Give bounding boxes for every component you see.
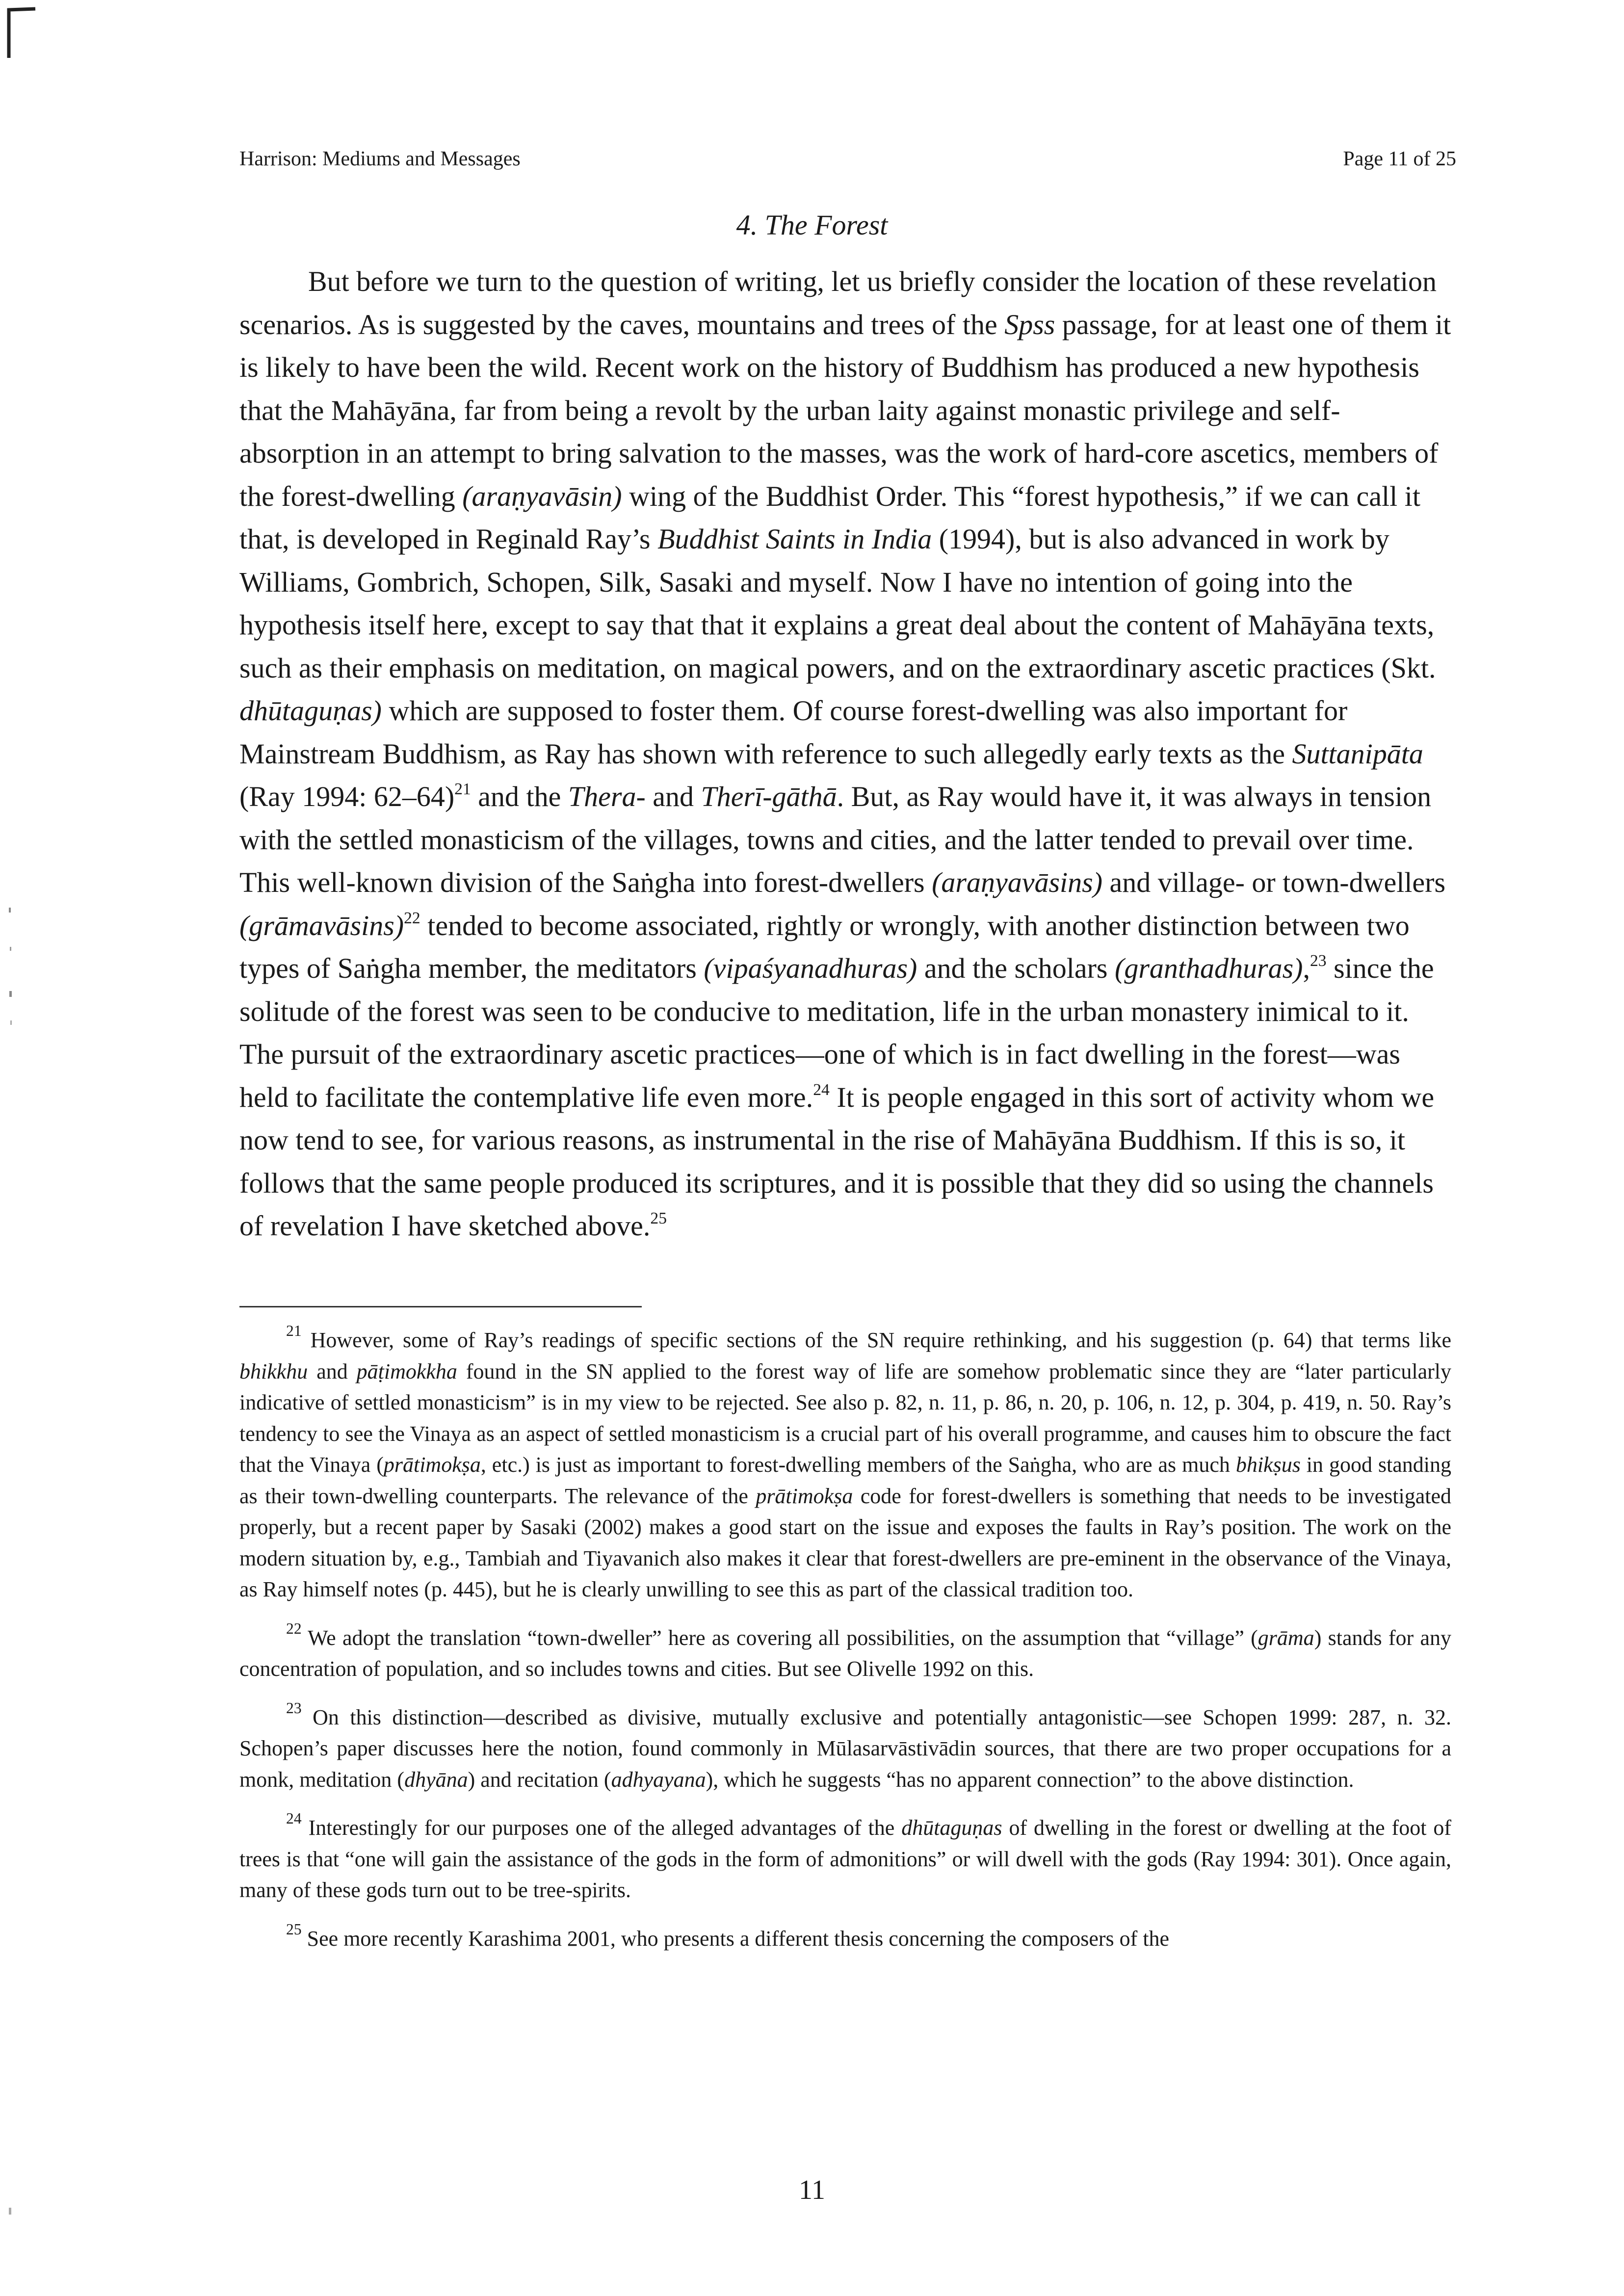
text-run: Interestingly for our purposes one of the alleged advantages of the (301, 1816, 902, 1840)
italic-text: Buddhist Saints in India (657, 523, 932, 555)
footnote-ref: 24 (286, 1810, 302, 1827)
footnote-ref: 21 (286, 1322, 302, 1340)
text-run: But before we turn to the question of writing, let us briefly consider the location of these revelation scenarios. As is suggested by the caves, mountains and trees of the (239, 265, 1437, 340)
text-run: passage, for at least one of them it is likely to have been the wild. Recent work on the history of Buddhism has produced a new hypothesis that the Mahāyāna, far from being a revolt by the urban laity against monastic privilege and self-absorption in an attempt to bring salvation to the masses, was the work of hard-core ascetics, members of the forest-dwelling (239, 308, 1451, 512)
text-run: (1994), but is also advanced in work by Williams, Gombrich, Schopen, Silk, Sasaki and myself. Now I have no intention of going into the hypothesis itself here, except to say that that it explains a great deal about the content of Mahāyāna texts, such as their emphasis on meditation, on magical powers, and on the extraordinary ascetic practices (Skt. (239, 523, 1436, 684)
text-run: and (308, 1359, 357, 1383)
footnote-25 (239, 1920, 1451, 1955)
italic-text: (araṇyavāsins) (932, 866, 1103, 898)
text-run: ) and recitation ( (468, 1767, 611, 1792)
body-text (239, 260, 1451, 1248)
text-run: We adopt the translation “town-dweller” here as covering all possibilities, on the assumption that “village” ( (301, 1625, 1258, 1650)
footnote-23 (239, 1699, 1451, 1796)
text-run: , (1303, 952, 1310, 984)
text-run: . But, as Ray would have it, it was always in tension with the settled monasticism of the villages, towns and cities, and the latter tended to prevail over time. This well-known division of the Saṅgha into forest-dwellers (239, 781, 1432, 898)
footnote-21 (239, 1322, 1452, 1605)
italic-text: bhikkhu (239, 1359, 308, 1383)
footnote-ref: 24 (813, 1080, 830, 1099)
footnote-ref: 25 (286, 1920, 302, 1938)
header-title: Harrison: Mediums and Messages (239, 148, 521, 170)
italic-text: grāma (1257, 1625, 1314, 1650)
footnote-ref: 21 (454, 780, 471, 798)
text-run: code for forest-dwellers is something that needs to be investigated properly, but a recent paper by Sasaki (2002) makes a good start on the issue and exposes the faults in Ray’s position. The work on the modern situation by, e.g., Tambiah and Tiyavanich also makes it clear that forest-dwellers are pre-eminent in the observance of the Vinaya, as Ray himself notes (p. 445), but he is clearly unwilling to see this as part of the classical tradition too. (239, 1484, 1452, 1601)
text-run: and the scholars (917, 952, 1115, 984)
italic-text: Spss (1004, 308, 1055, 340)
text-run: and village- or town-dwellers (1102, 866, 1446, 898)
footnotes (239, 1322, 1452, 1971)
text-run: ) stands for any concentration of population, and so includes towns and cities. But see Olivelle 1992 on this. (239, 1625, 1451, 1681)
section-title: 4. The Forest (736, 209, 888, 241)
italic-text: (araṇyavāsin) (462, 480, 622, 512)
footnote-24 (239, 1812, 1451, 1906)
text-run: and the (471, 781, 568, 812)
text-run: (Ray 1994: 62–64) (239, 781, 455, 812)
italic-text: dhūtaguṇas) (239, 695, 382, 727)
text-run: wing of the Buddhist Order. This “forest hypothesis,” if we can call it that, is developed in Reginald Ray’s (239, 480, 1421, 555)
italic-text: (vipaśyanadhuras) (704, 952, 917, 984)
italic-text: dhūtaguṇas (901, 1816, 1002, 1840)
text-run: of dwelling in the forest or dwelling at the foot of trees is that “one will gain the assistance of the gods in the form of admonitions” or will dwell with the gods (Ray 1994: 301). Once again, many of these gods turn out to be tree-spirits. (239, 1816, 1451, 1902)
italic-text: (grāmavāsins) (239, 909, 404, 941)
italic-text: bhikṣus (1235, 1453, 1301, 1477)
text-run: On this distinction—described as divisive, mutually exclusive and potentially antagonistic—see Schopen 1999: 287, n. 32. Schopen’s paper discusses here the notion, found commonly in Mūlasarvāstivādin sources, that there are two proper occupations for a monk, meditation ( (239, 1705, 1451, 1792)
scan-specks (4, 589, 24, 2257)
italic-text: dhyāna (404, 1767, 468, 1792)
text-run: which are supposed to foster them. Of course forest-dwelling was also important for Mainstream Buddhism, as Ray has shown with reference to such allegedly early texts as the (239, 695, 1348, 770)
running-header (239, 147, 1456, 171)
text-run: in good standing as their town-dwelling counterparts. The relevance of the (239, 1453, 1451, 1508)
italic-text: prātimokṣa (383, 1453, 481, 1477)
text-run: found in the SN applied to the forest way of life are somehow problematic since they are “later particularly indicative of settled monasticism” is in my view to be rejected. See also p. 82, n. 11, p. 86, n. 20, p. 106, n. 12, p. 304, p. 419, n. 50. Ray’s tendency to see the Vinaya as an aspect of settled monasticism is a crucial part of his overall programme, and causes him to obscure the fact that the Vinaya ( (239, 1359, 1451, 1477)
text-run: tended to become associated, rightly or wrongly, with another distinction between two types of Saṅgha member, the meditators (239, 909, 1410, 984)
footnote-ref: 23 (1310, 951, 1327, 970)
text-run: See more recently Karashima 2001, who presents a different thesis concerning the composers of the (301, 1926, 1170, 1951)
italic-text: prātimokṣa (756, 1484, 853, 1508)
footnote-separator (239, 1306, 642, 1307)
body-paragraph (239, 260, 1451, 1248)
scan-corner-mark (7, 7, 36, 61)
header-page-count: Page 11 of 25 (1343, 148, 1456, 170)
footnote-ref: 25 (650, 1209, 667, 1227)
italic-text: adhyayana (611, 1767, 706, 1792)
text-run: , etc.) is just as important to forest-dwelling members of the Saṅgha, who are as much (480, 1453, 1236, 1477)
footnote-ref: 22 (404, 909, 420, 927)
footnote-ref: 22 (286, 1619, 302, 1637)
text-run: and (645, 781, 701, 812)
italic-text: pāṭimokkha (356, 1359, 457, 1383)
text-run: It is people engaged in this sort of activity whom we now tend to see, for various reasons, as instrumental in the rise of Mahāyāna Buddhism. If this is so, it follows that the same people produced its scriptures, and it is possible that they did so using the channels of revelation I have sketched above. (239, 1081, 1435, 1242)
italic-text: Therī-gāthā (701, 781, 837, 812)
text-run: However, some of Ray’s readings of specific sections of the SN require rethinking, and his suggestion (p. 64) that terms like (301, 1328, 1451, 1352)
footnote-22 (239, 1619, 1451, 1685)
page-number: 11 (799, 2175, 825, 2205)
footnote-ref: 23 (286, 1699, 302, 1717)
text-run: ), which he suggests “has no apparent connection” to the above distinction. (706, 1767, 1354, 1792)
italic-text: Thera- (568, 781, 646, 812)
italic-text: Suttanipāta (1292, 737, 1423, 770)
text-run: since the solitude of the forest was seen to be conducive to meditation, life in the urban monastery inimical to it. The pursuit of the extraordinary ascetic practices—one of which is in fact dwelling in the forest—was held to facilitate the contemplative life even more. (239, 952, 1434, 1113)
italic-text: (granthadhuras) (1115, 952, 1303, 984)
